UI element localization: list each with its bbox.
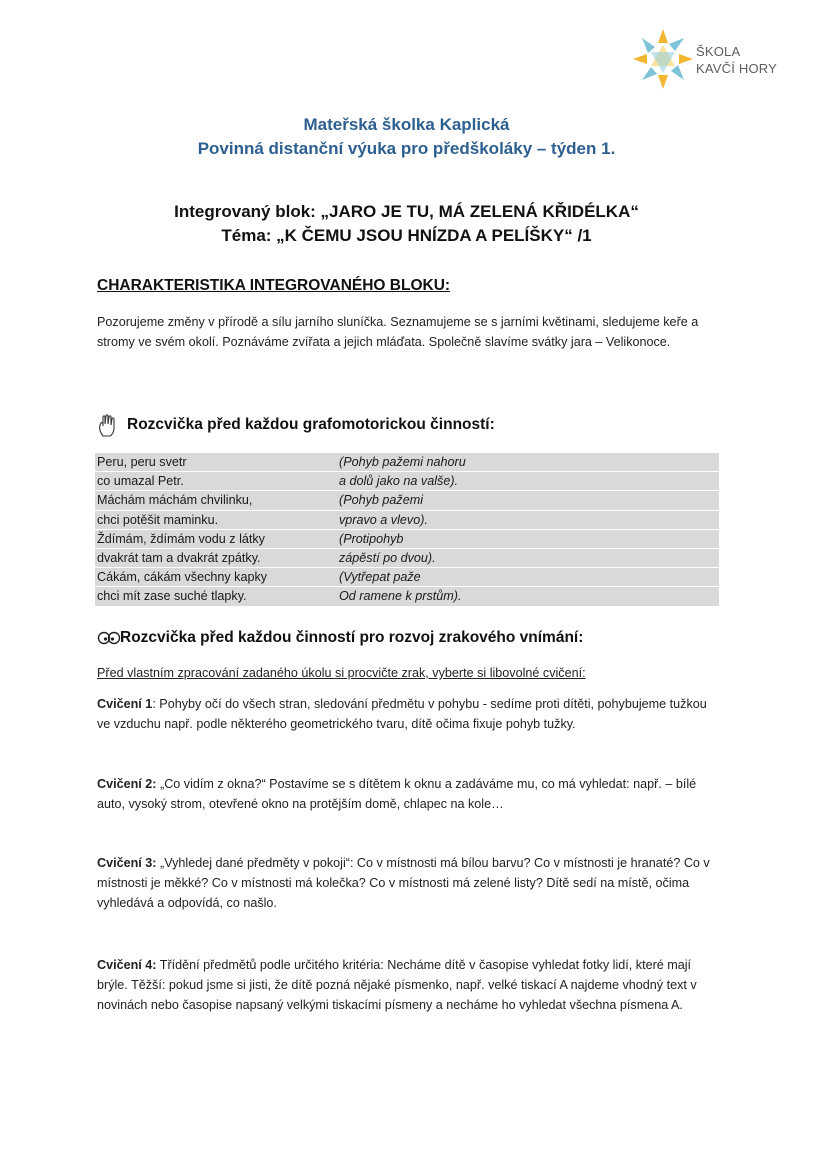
exercise-label: Cvičení 1 [97, 697, 153, 711]
exercise-text: : Pohyby očí do všech stran, sledování předmětu v pohybu - sedíme proti dítěti, pohybujeme tužkou ve vzduchu např. podle některého geometrického tvaru, dítě očima fixuje pohyb tužky. [97, 697, 707, 731]
hand-icon [97, 414, 119, 438]
block-subtitle [0, 200, 813, 248]
table-row [95, 567, 719, 586]
movement-cell: (Protipohyb [339, 531, 404, 546]
movement-cell: (Pohyb pažemi [339, 493, 423, 508]
exercise-label: Cvičení 2: [97, 777, 157, 791]
document-title [0, 113, 813, 161]
verse-cell: Peru, peru svetr [97, 455, 187, 469]
table-row [95, 490, 719, 509]
exercise-2 [97, 774, 722, 814]
table-row [95, 529, 719, 548]
movement-cell: zápěstí po dvou). [339, 550, 436, 565]
verse-cell: Cákám, cákám všechny kapky [97, 570, 268, 585]
exercise-1 [97, 694, 722, 734]
movement-cell: vpravo a vlevo). [339, 512, 428, 527]
table-row [95, 586, 719, 605]
exercise-4 [97, 955, 722, 1015]
movement-cell: (Pohyb pažemi nahoru [339, 455, 466, 469]
eyes-icon [97, 631, 121, 645]
exercise-3 [97, 853, 722, 913]
school-logo [632, 28, 792, 92]
visual-heading: Rozcvička před každou činností pro rozvoj zrakového vnímání: [120, 629, 584, 646]
sun-logo-icon [632, 28, 694, 90]
verse-cell: co umazal Petr. [97, 474, 184, 489]
table-row [95, 548, 719, 567]
exercise-label: Cvičení 4: [97, 958, 157, 972]
characteristics-heading: CHARAKTERISTIKA INTEGROVANÉHO BLOKU: [97, 277, 451, 294]
exercise-text: „Vyhledej dané předměty v pokoji“: Co v místnosti má bílou barvu? Co v místnosti je hranaté? Co v místnosti je měkké? Co v místnosti má kolečka? Co v místnosti má zelené listy? Dítě sedí na místě, očima vyhledává a odpovídá, co našlo. [97, 856, 710, 910]
block-name: Integrovaný blok: „JARO JE TU, MÁ ZELENÁ KŘIDÉLKA“ [174, 202, 639, 221]
exercise-text: „Co vidím z okna?“ Postavíme se s dítětem k oknu a zadáváme mu, co má vyhledat: např. – bílé auto, vysoký strom, otevřené okno na protějším domě, chlapec na kole… [97, 777, 697, 811]
characteristics-text: Pozorujeme změny v přírodě a sílu jarního sluníčka. Seznamujeme se s jarními květinami, sledujeme keře a stromy ve svém okolí. Poznáváme zvířata a jejich mláďata. Společně slavíme svátky jara – Velikonoce. [97, 315, 699, 349]
table-row [95, 453, 719, 471]
exercise-text: Třídění předmětů podle určitého kritéria: Necháme dítě v časopise vyhledat fotky lidí, které mají brýle. Těžší: pokud jsme si jisti, že dítě pozná nějaké písmenko, např. velké tiskací A najdeme vhodný text v novinách nebo časopise napsaný velkými tiskacími písmeny a necháme ho vyhledat všechna písmena A. [97, 958, 697, 1012]
table-row [95, 510, 719, 529]
movement-cell: a dolů jako na valše). [339, 474, 459, 489]
theme-name: Téma: „K ČEMU JSOU HNÍZDA A PELÍŠKY“ /1 [221, 226, 592, 245]
visual-intro: Před vlastním zpracování zadaného úkolu si procvičte zrak, vyberte si libovolné cvičení: [97, 666, 586, 680]
exercise-label: Cvičení 3: [97, 856, 157, 870]
verse-cell: chci mít zase suché tlapky. [97, 589, 247, 604]
table-row [95, 471, 719, 490]
verse-cell: chci potěšit maminku. [97, 512, 219, 527]
verse-cell: Ždímám, ždímám vodu z látky [97, 531, 265, 546]
logo-line-2: KAVČÍ HORY [696, 61, 777, 76]
title-line-2: Povinná distanční výuka pro předškoláky – týden 1. [197, 139, 616, 158]
movement-cell: (Vytřepat paže [339, 570, 421, 585]
logo-line-1: ŠKOLA [696, 44, 741, 59]
warmup-heading: Rozcvička před každou grafomotorickou činností: [127, 416, 495, 433]
title-line-1: Mateřská školka Kaplická [303, 115, 510, 134]
movement-cell: Od ramene k prstům). [339, 589, 462, 604]
verse-cell: dvakrát tam a dvakrát zpátky. [97, 550, 261, 565]
verse-cell: Máchám máchám chvilinku, [97, 493, 253, 508]
rhyme-table [95, 453, 719, 606]
